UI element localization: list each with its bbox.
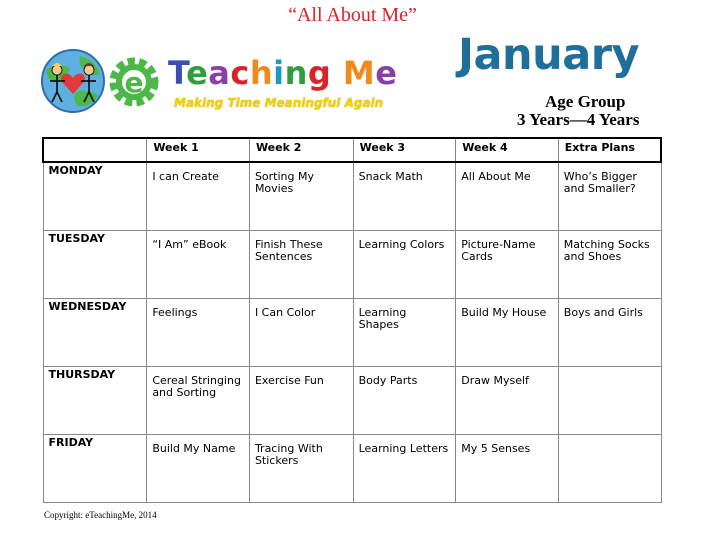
activity-cell: Matching Socks and Shoes [558, 230, 661, 298]
table-row [43, 298, 661, 366]
activity-cell: All About Me [456, 162, 559, 230]
column-header: Week 4 [456, 138, 559, 162]
activity-cell: Draw Myself [456, 366, 559, 434]
table-header [43, 138, 661, 162]
day-label: FRIDAY [43, 434, 147, 502]
copyright-notice: Copyright: eTeachingMe, 2014 [44, 510, 157, 520]
activity-cell: Boys and Girls [558, 298, 661, 366]
activity-cell: Exercise Fun [249, 366, 353, 434]
column-header [43, 138, 147, 162]
brand-letter: e [186, 54, 209, 92]
brand-letter: c [230, 54, 250, 92]
brand-letter: n [284, 54, 308, 92]
brand-letter: i [273, 54, 285, 92]
month-title: January [458, 30, 639, 80]
brand-letter: h [249, 54, 274, 92]
brand-letter: g [307, 54, 332, 92]
table-row [43, 434, 661, 502]
column-header: Week 1 [147, 138, 250, 162]
age-group-label: Age Group [545, 92, 626, 111]
brand-letter: M [342, 54, 376, 92]
activity-cell: I Can Color [249, 298, 353, 366]
column-header: Week 2 [249, 138, 353, 162]
day-label: THURSDAY [43, 366, 147, 434]
activity-cell: Tracing With Stickers [249, 434, 353, 502]
brand-tagline: Making Time Meaningful Again [174, 96, 384, 110]
weekly-plan-table [42, 137, 662, 503]
activity-cell: Learning Shapes [353, 298, 456, 366]
eteachingme-logo [40, 48, 400, 118]
activity-cell: Learning Colors [353, 230, 456, 298]
table-row [43, 230, 661, 298]
activity-cell: Learning Letters [353, 434, 456, 502]
column-header: Extra Plans [558, 138, 661, 162]
table-header-row [43, 138, 661, 162]
brand-letter: T [168, 54, 187, 92]
activity-cell: Cereal Stringing and Sorting [147, 366, 250, 434]
activity-cell [558, 366, 661, 434]
activity-cell: Build My Name [147, 434, 250, 502]
activity-cell: I can Create [147, 162, 250, 230]
activity-cell [558, 434, 661, 502]
activity-cell: Picture-Name Cards [456, 230, 559, 298]
activity-cell: Sorting My Movies [249, 162, 353, 230]
brand-letter: a [208, 54, 231, 92]
brand-name [168, 54, 397, 92]
day-label: WEDNESDAY [43, 298, 147, 366]
activity-cell: “I Am” eBook [147, 230, 250, 298]
activity-cell: Snack Math [353, 162, 456, 230]
day-label: MONDAY [43, 162, 147, 230]
activity-cell: Who’s Bigger and Smaller? [558, 162, 661, 230]
brand-e-letter: e [124, 66, 144, 99]
age-range: 3 Years—4 Years [517, 110, 640, 129]
table-row [43, 162, 661, 230]
activity-cell: Feelings [147, 298, 250, 366]
column-header: Week 3 [353, 138, 456, 162]
globe-kids-icon [40, 48, 106, 114]
activity-cell: Finish These Sentences [249, 230, 353, 298]
brand-letter: e [375, 54, 398, 92]
activity-cell: My 5 Senses [456, 434, 559, 502]
page-theme-title: “All About Me” [288, 4, 417, 26]
activity-cell: Body Parts [353, 366, 456, 434]
day-label: TUESDAY [43, 230, 147, 298]
brand-letter [331, 54, 343, 92]
activity-cell: Build My House [456, 298, 559, 366]
table-body [43, 162, 661, 502]
gear-icon [108, 52, 160, 112]
table-row [43, 366, 661, 434]
